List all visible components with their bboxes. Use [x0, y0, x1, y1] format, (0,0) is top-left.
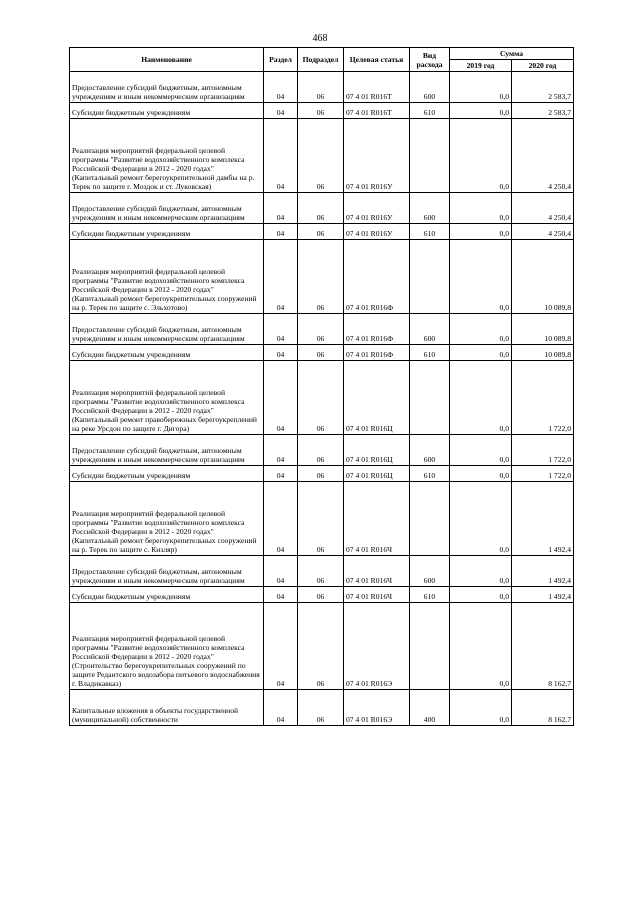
row-type-cell: 600 — [410, 72, 450, 103]
row-2020-cell: 1 492,4 — [512, 482, 574, 556]
row-article-cell: 07 4 01 R016Э — [344, 603, 410, 690]
row-subsection-cell: 06 — [298, 72, 344, 103]
row-name-cell: Субсидии бюджетным учреждениям — [70, 587, 264, 603]
table-row — [70, 482, 574, 556]
row-2019-cell: 0,0 — [450, 119, 512, 193]
row-2020-cell: 8 162,7 — [512, 603, 574, 690]
row-article-cell: 07 4 01 R016Ч — [344, 482, 410, 556]
header-subsection: Подраздел — [298, 48, 344, 72]
row-subsection-cell: 06 — [298, 466, 344, 482]
table-row — [70, 345, 574, 361]
budget-table — [69, 47, 574, 726]
row-2019-cell: 0,0 — [450, 193, 512, 224]
row-article-cell: 07 4 01 R016У — [344, 224, 410, 240]
row-section-cell: 04 — [264, 466, 298, 482]
row-article-cell: 07 4 01 R016Ч — [344, 587, 410, 603]
row-article-cell: 07 4 01 R016Ц — [344, 361, 410, 435]
table-row — [70, 193, 574, 224]
row-type-cell: 600 — [410, 193, 450, 224]
table-row — [70, 240, 574, 314]
row-article-cell: 07 4 01 R016Ф — [344, 345, 410, 361]
row-2019-cell: 0,0 — [450, 361, 512, 435]
row-subsection-cell: 06 — [298, 224, 344, 240]
table-row — [70, 361, 574, 435]
row-2020-cell: 1 722,0 — [512, 466, 574, 482]
row-2020-cell: 8 162,7 — [512, 690, 574, 726]
row-article-cell: 07 4 01 R016У — [344, 193, 410, 224]
row-name-cell: Субсидии бюджетным учреждениям — [70, 466, 264, 482]
header-section: Раздел — [264, 48, 298, 72]
row-type-cell: 610 — [410, 587, 450, 603]
row-subsection-cell: 06 — [298, 603, 344, 690]
header-year-2020: 2020 год — [512, 60, 574, 72]
row-2020-cell: 1 492,4 — [512, 587, 574, 603]
row-name-cell: Предоставление субсидий бюджетным, автономным учреждениям и иным некоммерческим организациям — [70, 314, 264, 345]
row-2020-cell: 4 250,4 — [512, 224, 574, 240]
row-section-cell: 04 — [264, 603, 298, 690]
table-row — [70, 587, 574, 603]
header-row-1 — [70, 48, 574, 60]
table-row — [70, 556, 574, 587]
row-2019-cell: 0,0 — [450, 345, 512, 361]
row-2019-cell: 0,0 — [450, 587, 512, 603]
row-section-cell: 04 — [264, 103, 298, 119]
row-2019-cell: 0,0 — [450, 435, 512, 466]
row-type-cell — [410, 482, 450, 556]
row-name-cell: Реализация мероприятий федеральной целевой программы "Развитие водохозяйственного комплекса Российской Федерации в 2012 - 2020 годах" (Строительство берегоукрепительных сооружений по защите Редантского водозабора питьевого водоснабжения г. Владикавказ) — [70, 603, 264, 690]
row-section-cell: 04 — [264, 240, 298, 314]
row-name-cell: Предоставление субсидий бюджетным, автономным учреждениям и иным некоммерческим организациям — [70, 556, 264, 587]
table-body — [70, 72, 574, 726]
header-year-2019: 2019 год — [450, 60, 512, 72]
row-name-cell: Предоставление субсидий бюджетным, автономным учреждениям и иным некоммерческим организациям — [70, 435, 264, 466]
row-type-cell: 600 — [410, 314, 450, 345]
header-sum: Сумма — [450, 48, 574, 60]
row-subsection-cell: 06 — [298, 690, 344, 726]
row-type-cell — [410, 361, 450, 435]
row-2020-cell: 2 583,7 — [512, 103, 574, 119]
row-subsection-cell: 06 — [298, 556, 344, 587]
row-article-cell: 07 4 01 R016Ц — [344, 435, 410, 466]
row-subsection-cell: 06 — [298, 435, 344, 466]
row-2020-cell: 2 583,7 — [512, 72, 574, 103]
row-name-cell: Субсидии бюджетным учреждениям — [70, 224, 264, 240]
table-row — [70, 690, 574, 726]
row-subsection-cell: 06 — [298, 314, 344, 345]
row-section-cell: 04 — [264, 587, 298, 603]
row-section-cell: 04 — [264, 361, 298, 435]
row-type-cell — [410, 603, 450, 690]
row-article-cell: 07 4 01 R016Ч — [344, 556, 410, 587]
row-2019-cell: 0,0 — [450, 314, 512, 345]
row-article-cell: 07 4 01 R016Ц — [344, 466, 410, 482]
row-name-cell: Предоставление субсидий бюджетным, автономным учреждениям и иным некоммерческим организациям — [70, 72, 264, 103]
row-2019-cell: 0,0 — [450, 556, 512, 587]
row-type-cell: 610 — [410, 103, 450, 119]
row-name-cell: Реализация мероприятий федеральной целевой программы "Развитие водохозяйственного комплекса Российской Федерации в 2012 - 2020 годах" (Капитальный ремонт берегоукрепительных сооружений на р. Терек по защите с. Эльхотово) — [70, 240, 264, 314]
row-2019-cell: 0,0 — [450, 240, 512, 314]
row-2020-cell: 1 492,4 — [512, 556, 574, 587]
row-2020-cell: 10 089,8 — [512, 314, 574, 345]
row-subsection-cell: 06 — [298, 103, 344, 119]
row-2020-cell: 1 722,0 — [512, 435, 574, 466]
row-type-cell: 610 — [410, 345, 450, 361]
row-article-cell: 07 4 01 R016У — [344, 119, 410, 193]
row-name-cell: Реализация мероприятий федеральной целевой программы "Развитие водохозяйственного комплекса Российской Федерации в 2012 - 2020 годах" (Капитальный ремонт берегоукрепительной дамбы на р. Терек по защите г. Моздок и ст. Луковская) — [70, 119, 264, 193]
row-article-cell: 07 4 01 R016Э — [344, 690, 410, 726]
header-target-article: Целевая статья — [344, 48, 410, 72]
row-subsection-cell: 06 — [298, 361, 344, 435]
row-name-cell: Реализация мероприятий федеральной целевой программы "Развитие водохозяйственного комплекса Российской Федерации в 2012 - 2020 годах" (Капитальный ремонт берегоукрепительных сооружений на р. Терек по защите с. Кизляр) — [70, 482, 264, 556]
header-expense-type: Вид расхода — [410, 48, 450, 72]
row-2019-cell: 0,0 — [450, 466, 512, 482]
row-article-cell: 07 4 01 R016Ф — [344, 240, 410, 314]
row-2020-cell: 10 089,8 — [512, 345, 574, 361]
row-2020-cell: 4 250,4 — [512, 119, 574, 193]
row-article-cell: 07 4 01 R016Т — [344, 72, 410, 103]
row-type-cell: 600 — [410, 435, 450, 466]
row-type-cell — [410, 119, 450, 193]
page-number: 468 — [312, 33, 328, 44]
table-row — [70, 103, 574, 119]
row-name-cell: Капитальные вложения в объекты государственной (муниципальной) собственности — [70, 690, 264, 726]
row-2019-cell: 0,0 — [450, 482, 512, 556]
row-subsection-cell: 06 — [298, 119, 344, 193]
row-2019-cell: 0,0 — [450, 603, 512, 690]
row-subsection-cell: 06 — [298, 345, 344, 361]
row-type-cell — [410, 240, 450, 314]
row-name-cell: Субсидии бюджетным учреждениям — [70, 103, 264, 119]
row-2020-cell: 1 722,0 — [512, 361, 574, 435]
row-article-cell: 07 4 01 R016Т — [344, 103, 410, 119]
row-section-cell: 04 — [264, 690, 298, 726]
row-section-cell: 04 — [264, 345, 298, 361]
table-row — [70, 72, 574, 103]
row-subsection-cell: 06 — [298, 240, 344, 314]
row-section-cell: 04 — [264, 193, 298, 224]
table-row — [70, 119, 574, 193]
row-section-cell: 04 — [264, 72, 298, 103]
row-name-cell: Реализация мероприятий федеральной целевой программы "Развитие водохозяйственного комплекса Российской Федерации в 2012 - 2020 годах" (Капитальный ремонт правобережных берегоукреплений на реке Урсдон по защите г. Дигора) — [70, 361, 264, 435]
row-2019-cell: 0,0 — [450, 72, 512, 103]
row-subsection-cell: 06 — [298, 587, 344, 603]
header-name: Наименование — [70, 48, 264, 72]
row-section-cell: 04 — [264, 482, 298, 556]
row-subsection-cell: 06 — [298, 193, 344, 224]
row-type-cell: 600 — [410, 556, 450, 587]
table-row — [70, 224, 574, 240]
row-2019-cell: 0,0 — [450, 690, 512, 726]
row-section-cell: 04 — [264, 119, 298, 193]
table-row — [70, 603, 574, 690]
row-2019-cell: 0,0 — [450, 103, 512, 119]
row-type-cell: 400 — [410, 690, 450, 726]
row-section-cell: 04 — [264, 435, 298, 466]
row-name-cell: Субсидии бюджетным учреждениям — [70, 345, 264, 361]
row-type-cell: 610 — [410, 224, 450, 240]
row-type-cell: 610 — [410, 466, 450, 482]
row-section-cell: 04 — [264, 314, 298, 345]
row-name-cell: Предоставление субсидий бюджетным, автономным учреждениям и иным некоммерческим организациям — [70, 193, 264, 224]
row-section-cell: 04 — [264, 556, 298, 587]
table-row — [70, 435, 574, 466]
row-2019-cell: 0,0 — [450, 224, 512, 240]
row-2020-cell: 4 250,4 — [512, 193, 574, 224]
table-row — [70, 314, 574, 345]
row-2020-cell: 10 089,8 — [512, 240, 574, 314]
table-row — [70, 466, 574, 482]
row-article-cell: 07 4 01 R016Ф — [344, 314, 410, 345]
row-subsection-cell: 06 — [298, 482, 344, 556]
row-section-cell: 04 — [264, 224, 298, 240]
